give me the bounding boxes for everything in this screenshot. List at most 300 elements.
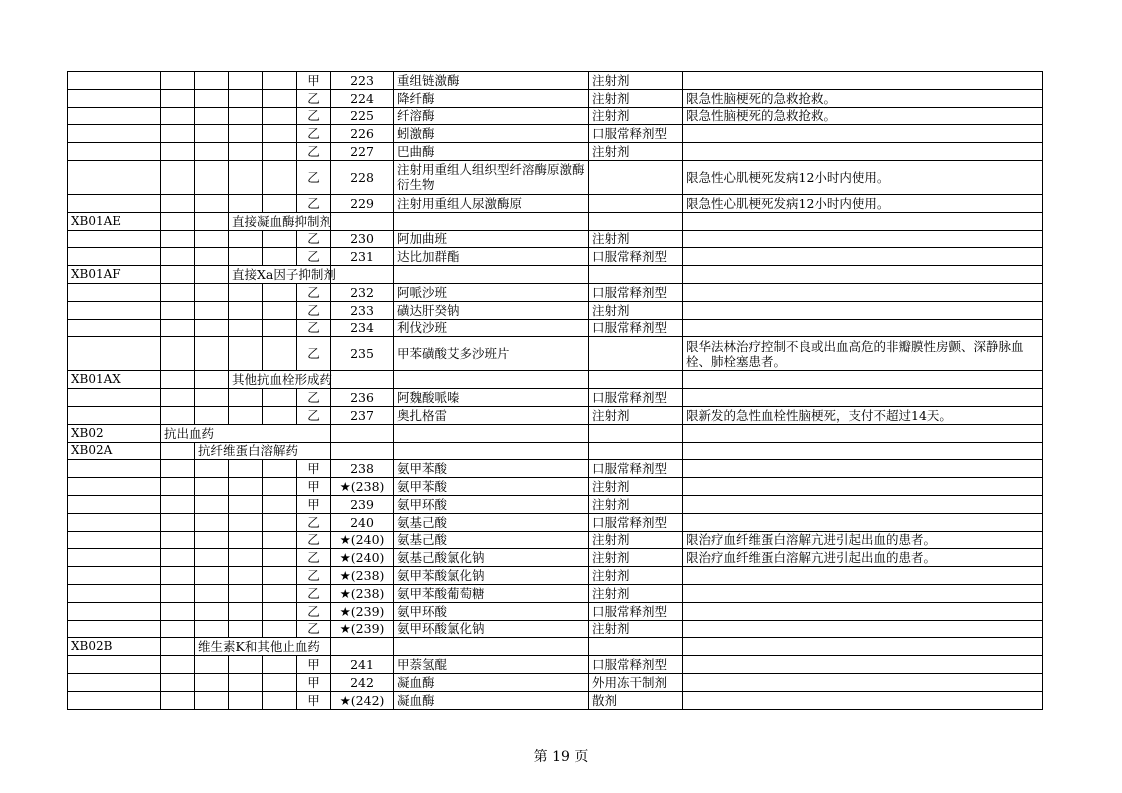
category-class: 乙: [297, 230, 331, 248]
category-row: [68, 424, 1043, 442]
empty-cell: [68, 72, 161, 90]
drug-number: 235: [331, 337, 394, 371]
drug-name: 氨基己酸: [394, 513, 589, 531]
empty-cell: [394, 212, 589, 230]
category-class: 乙: [297, 248, 331, 266]
dosage-form: 注射剂: [589, 107, 683, 125]
dosage-form: 外用冻干制剂: [589, 673, 683, 691]
empty-cell: [195, 125, 229, 143]
empty-cell: [161, 638, 195, 656]
drug-row: [68, 319, 1043, 337]
drug-number: ★(239): [331, 620, 394, 638]
restriction-note: [683, 602, 1043, 620]
empty-cell: [263, 337, 297, 371]
empty-cell: [229, 89, 263, 107]
category-code: XB02: [68, 424, 161, 442]
drug-name: 甲苯磺酸艾多沙班片: [394, 337, 589, 371]
drug-name: 甲萘氢醌: [394, 656, 589, 674]
category-row: [68, 371, 1043, 389]
empty-cell: [195, 230, 229, 248]
dosage-form: 注射剂: [589, 72, 683, 90]
category-code: XB01AF: [68, 266, 161, 284]
empty-cell: [161, 212, 195, 230]
drug-number: ★(240): [331, 531, 394, 549]
drug-name: 巴曲酶: [394, 143, 589, 161]
empty-cell: [161, 125, 195, 143]
restriction-note: 限急性脑梗死的急救抢救。: [683, 107, 1043, 125]
category-code: XB01AX: [68, 371, 161, 389]
category-class: 乙: [297, 620, 331, 638]
dosage-form: 口服常释剂型: [589, 319, 683, 337]
drug-name: 氨基己酸: [394, 531, 589, 549]
empty-cell: [161, 89, 195, 107]
empty-cell: [195, 143, 229, 161]
drug-name: 氨基己酸氯化钠: [394, 549, 589, 567]
dosage-form: 口服常释剂型: [589, 513, 683, 531]
empty-cell: [195, 567, 229, 585]
empty-cell: [229, 513, 263, 531]
category-class: 乙: [297, 549, 331, 567]
empty-cell: [68, 513, 161, 531]
restriction-note: [683, 319, 1043, 337]
drug-row: [68, 160, 1043, 194]
empty-cell: [263, 495, 297, 513]
restriction-note: 限华法林治疗控制不良或出血高危的非瓣膜性房颤、深静脉血栓、肺栓塞患者。: [683, 337, 1043, 371]
empty-cell: [263, 301, 297, 319]
dosage-form: 口服常释剂型: [589, 248, 683, 266]
empty-cell: [394, 442, 589, 460]
empty-cell: [161, 531, 195, 549]
category-class: 乙: [297, 319, 331, 337]
empty-cell: [161, 107, 195, 125]
drug-number: 230: [331, 230, 394, 248]
empty-cell: [263, 602, 297, 620]
drug-name: 利伐沙班: [394, 319, 589, 337]
restriction-note: [683, 691, 1043, 709]
dosage-form: 注射剂: [589, 301, 683, 319]
drug-number: 238: [331, 460, 394, 478]
dosage-form: 注射剂: [589, 495, 683, 513]
category-class: 甲: [297, 673, 331, 691]
drug-row: [68, 89, 1043, 107]
empty-cell: [589, 424, 683, 442]
empty-cell: [195, 301, 229, 319]
empty-cell: [195, 389, 229, 407]
drug-catalog-table: [67, 71, 1043, 710]
empty-cell: [394, 424, 589, 442]
empty-cell: [161, 371, 195, 389]
drug-row: [68, 125, 1043, 143]
category-class: 乙: [297, 513, 331, 531]
empty-cell: [263, 691, 297, 709]
empty-cell: [68, 673, 161, 691]
empty-cell: [263, 248, 297, 266]
table-body: [68, 72, 1043, 710]
empty-cell: [229, 143, 263, 161]
empty-cell: [331, 212, 394, 230]
dosage-form: 注射剂: [589, 620, 683, 638]
empty-cell: [161, 460, 195, 478]
drug-name: 氨甲环酸氯化钠: [394, 620, 589, 638]
restriction-note: [683, 673, 1043, 691]
dosage-form: 注射剂: [589, 230, 683, 248]
empty-cell: [229, 691, 263, 709]
empty-cell: [229, 584, 263, 602]
drug-row: [68, 389, 1043, 407]
drug-row: [68, 72, 1043, 90]
drug-row: [68, 673, 1043, 691]
empty-cell: [161, 567, 195, 585]
empty-cell: [195, 266, 229, 284]
empty-cell: [263, 531, 297, 549]
category-class: 甲: [297, 478, 331, 496]
empty-cell: [68, 531, 161, 549]
category-class: 甲: [297, 656, 331, 674]
empty-cell: [331, 638, 394, 656]
drug-name: 氨甲苯酸氯化钠: [394, 567, 589, 585]
drug-name: 阿魏酸哌嗪: [394, 389, 589, 407]
empty-cell: [195, 478, 229, 496]
drug-name: 注射用重组人尿激酶原: [394, 194, 589, 212]
empty-cell: [68, 107, 161, 125]
empty-cell: [68, 460, 161, 478]
drug-number: 240: [331, 513, 394, 531]
drug-number: 233: [331, 301, 394, 319]
category-name: 抗纤维蛋白溶解药: [195, 442, 331, 460]
category-code: XB02A: [68, 442, 161, 460]
drug-name: 凝血酶: [394, 691, 589, 709]
drug-row: [68, 230, 1043, 248]
restriction-note: [683, 72, 1043, 90]
restriction-note: [683, 513, 1043, 531]
dosage-form: 注射剂: [589, 549, 683, 567]
restriction-note: 限急性脑梗死的急救抢救。: [683, 89, 1043, 107]
drug-row: [68, 602, 1043, 620]
category-row: [68, 266, 1043, 284]
empty-cell: [68, 337, 161, 371]
drug-name: 氨甲环酸: [394, 495, 589, 513]
empty-cell: [161, 406, 195, 424]
empty-cell: [229, 230, 263, 248]
empty-cell: [195, 319, 229, 337]
drug-number: 223: [331, 72, 394, 90]
drug-row: [68, 248, 1043, 266]
drug-name: 蚓激酶: [394, 125, 589, 143]
category-row: [68, 442, 1043, 460]
empty-cell: [195, 406, 229, 424]
drug-name: 降纤酶: [394, 89, 589, 107]
empty-cell: [229, 549, 263, 567]
restriction-note: [683, 620, 1043, 638]
empty-cell: [394, 266, 589, 284]
empty-cell: [161, 337, 195, 371]
category-code: XB02B: [68, 638, 161, 656]
empty-cell: [229, 301, 263, 319]
category-name: 维生素K和其他止血药: [195, 638, 331, 656]
restriction-note: [683, 389, 1043, 407]
empty-cell: [263, 230, 297, 248]
drug-number: 224: [331, 89, 394, 107]
drug-number: 227: [331, 143, 394, 161]
empty-cell: [68, 406, 161, 424]
empty-cell: [195, 371, 229, 389]
empty-cell: [161, 549, 195, 567]
drug-number: 231: [331, 248, 394, 266]
drug-row: [68, 549, 1043, 567]
restriction-note: [683, 248, 1043, 266]
empty-cell: [68, 194, 161, 212]
empty-cell: [263, 194, 297, 212]
empty-cell: [331, 442, 394, 460]
empty-cell: [161, 691, 195, 709]
empty-cell: [68, 319, 161, 337]
restriction-note: [683, 230, 1043, 248]
drug-row: [68, 691, 1043, 709]
restriction-note: [683, 567, 1043, 585]
empty-cell: [229, 248, 263, 266]
empty-cell: [589, 212, 683, 230]
category-class: 乙: [297, 531, 331, 549]
empty-cell: [195, 160, 229, 194]
empty-cell: [195, 495, 229, 513]
dosage-form: 注射剂: [589, 89, 683, 107]
dosage-form: 注射剂: [589, 406, 683, 424]
empty-cell: [589, 638, 683, 656]
empty-cell: [229, 160, 263, 194]
restriction-note: [683, 143, 1043, 161]
drug-row: [68, 495, 1043, 513]
dosage-form: 口服常释剂型: [589, 460, 683, 478]
drug-row: [68, 531, 1043, 549]
drug-name: 氨甲环酸: [394, 602, 589, 620]
empty-cell: [229, 620, 263, 638]
category-class: 甲: [297, 691, 331, 709]
empty-cell: [68, 478, 161, 496]
empty-cell: [229, 460, 263, 478]
drug-row: [68, 194, 1043, 212]
empty-cell: [229, 194, 263, 212]
restriction-note: [683, 584, 1043, 602]
category-class: 甲: [297, 495, 331, 513]
empty-cell: [195, 107, 229, 125]
restriction-note: [683, 460, 1043, 478]
empty-cell: [68, 620, 161, 638]
empty-cell: [161, 513, 195, 531]
drug-number: ★(242): [331, 691, 394, 709]
page-number: 第 19 页: [533, 749, 589, 765]
empty-cell: [394, 638, 589, 656]
dosage-form: 注射剂: [589, 143, 683, 161]
empty-cell: [263, 620, 297, 638]
empty-cell: [683, 371, 1043, 389]
empty-cell: [195, 248, 229, 266]
dosage-form: 注射剂: [589, 478, 683, 496]
empty-cell: [68, 584, 161, 602]
drug-name: 阿哌沙班: [394, 283, 589, 301]
empty-cell: [68, 549, 161, 567]
drug-row: [68, 460, 1043, 478]
empty-cell: [683, 638, 1043, 656]
empty-cell: [331, 266, 394, 284]
empty-cell: [394, 371, 589, 389]
empty-cell: [229, 72, 263, 90]
empty-cell: [161, 495, 195, 513]
drug-row: [68, 301, 1043, 319]
category-name: 直接Xa因子抑制剂: [229, 266, 331, 284]
empty-cell: [68, 248, 161, 266]
category-class: 乙: [297, 143, 331, 161]
drug-name: 纤溶酶: [394, 107, 589, 125]
category-class: 乙: [297, 602, 331, 620]
empty-cell: [161, 584, 195, 602]
empty-cell: [229, 602, 263, 620]
empty-cell: [161, 442, 195, 460]
dosage-form: 口服常释剂型: [589, 283, 683, 301]
empty-cell: [195, 531, 229, 549]
empty-cell: [161, 266, 195, 284]
empty-cell: [195, 549, 229, 567]
empty-cell: [161, 301, 195, 319]
drug-name: 奥扎格雷: [394, 406, 589, 424]
category-class: 乙: [297, 283, 331, 301]
empty-cell: [195, 72, 229, 90]
dosage-form: [589, 337, 683, 371]
empty-cell: [229, 125, 263, 143]
empty-cell: [195, 673, 229, 691]
empty-cell: [195, 89, 229, 107]
empty-cell: [195, 212, 229, 230]
drug-number: 242: [331, 673, 394, 691]
drug-number: 225: [331, 107, 394, 125]
restriction-note: 限急性心肌梗死发病12小时内使用。: [683, 194, 1043, 212]
dosage-form: [589, 160, 683, 194]
drug-number: 228: [331, 160, 394, 194]
drug-name: 重组链激酶: [394, 72, 589, 90]
drug-number: 234: [331, 319, 394, 337]
empty-cell: [229, 478, 263, 496]
category-class: 甲: [297, 72, 331, 90]
restriction-note: 限治疗血纤维蛋白溶解亢进引起出血的患者。: [683, 531, 1043, 549]
empty-cell: [161, 160, 195, 194]
empty-cell: [229, 531, 263, 549]
empty-cell: [195, 620, 229, 638]
drug-number: 239: [331, 495, 394, 513]
empty-cell: [263, 549, 297, 567]
empty-cell: [195, 602, 229, 620]
category-class: 乙: [297, 406, 331, 424]
empty-cell: [161, 72, 195, 90]
category-class: 乙: [297, 107, 331, 125]
empty-cell: [229, 656, 263, 674]
empty-cell: [263, 478, 297, 496]
drug-row: [68, 406, 1043, 424]
empty-cell: [68, 160, 161, 194]
drug-name: 达比加群酯: [394, 248, 589, 266]
category-class: 乙: [297, 567, 331, 585]
empty-cell: [195, 460, 229, 478]
restriction-note: [683, 656, 1043, 674]
empty-cell: [161, 602, 195, 620]
category-class: 乙: [297, 194, 331, 212]
empty-cell: [68, 602, 161, 620]
empty-cell: [195, 656, 229, 674]
dosage-form: 注射剂: [589, 584, 683, 602]
empty-cell: [263, 513, 297, 531]
empty-cell: [263, 125, 297, 143]
drug-row: [68, 337, 1043, 371]
empty-cell: [229, 337, 263, 371]
drug-row: [68, 656, 1043, 674]
empty-cell: [161, 283, 195, 301]
category-class: 甲: [297, 460, 331, 478]
empty-cell: [263, 567, 297, 585]
empty-cell: [229, 406, 263, 424]
empty-cell: [161, 248, 195, 266]
drug-number: 241: [331, 656, 394, 674]
empty-cell: [68, 283, 161, 301]
empty-cell: [263, 107, 297, 125]
drug-row: [68, 620, 1043, 638]
dosage-form: 口服常释剂型: [589, 656, 683, 674]
empty-cell: [68, 89, 161, 107]
drug-number: ★(239): [331, 602, 394, 620]
empty-cell: [195, 283, 229, 301]
category-class: 乙: [297, 337, 331, 371]
dosage-form: 散剂: [589, 691, 683, 709]
empty-cell: [331, 371, 394, 389]
drug-row: [68, 513, 1043, 531]
empty-cell: [683, 266, 1043, 284]
empty-cell: [263, 160, 297, 194]
empty-cell: [263, 389, 297, 407]
dosage-form: 口服常释剂型: [589, 125, 683, 143]
empty-cell: [161, 389, 195, 407]
category-code: XB01AE: [68, 212, 161, 230]
empty-cell: [263, 72, 297, 90]
category-name: 其他抗血栓形成药: [229, 371, 331, 389]
restriction-note: [683, 125, 1043, 143]
empty-cell: [589, 266, 683, 284]
empty-cell: [229, 319, 263, 337]
empty-cell: [68, 495, 161, 513]
empty-cell: [161, 620, 195, 638]
empty-cell: [263, 319, 297, 337]
dosage-form: [589, 194, 683, 212]
empty-cell: [68, 125, 161, 143]
drug-name: 氨甲苯酸: [394, 460, 589, 478]
category-class: 乙: [297, 89, 331, 107]
empty-cell: [683, 424, 1043, 442]
drug-row: [68, 283, 1043, 301]
drug-number: 232: [331, 283, 394, 301]
drug-number: ★(238): [331, 584, 394, 602]
drug-number: ★(238): [331, 478, 394, 496]
category-row: [68, 212, 1043, 230]
drug-row: [68, 584, 1043, 602]
empty-cell: [263, 406, 297, 424]
drug-number: ★(238): [331, 567, 394, 585]
drug-name: 氨甲苯酸: [394, 478, 589, 496]
empty-cell: [263, 584, 297, 602]
empty-cell: [229, 495, 263, 513]
empty-cell: [263, 283, 297, 301]
restriction-note: [683, 283, 1043, 301]
drug-name: 阿加曲班: [394, 230, 589, 248]
empty-cell: [229, 389, 263, 407]
empty-cell: [161, 319, 195, 337]
empty-cell: [68, 567, 161, 585]
empty-cell: [589, 442, 683, 460]
